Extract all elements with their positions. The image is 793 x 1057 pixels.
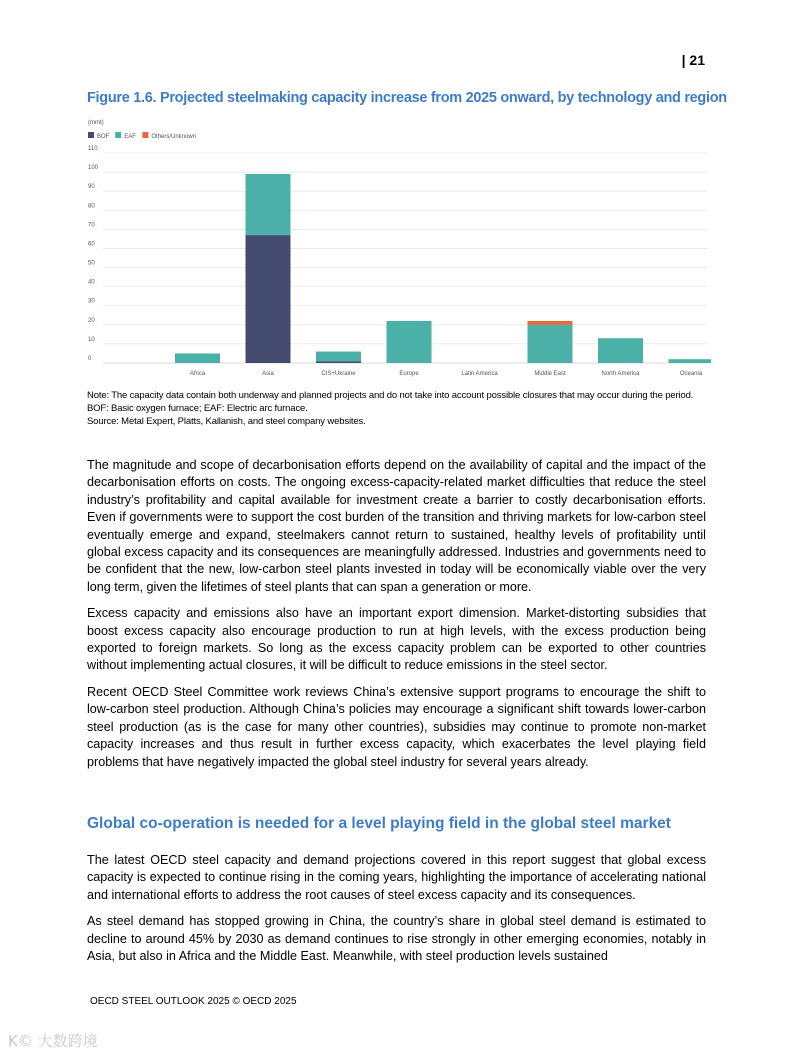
figure-title: Figure 1.6. Projected steelmaking capacity increase from 2025 onward, by technology and region [87,90,727,106]
y-tick-label-4: 40 [88,279,95,286]
legend-label-2: Others/Unknown [151,134,197,140]
legend-swatch-1 [115,132,121,138]
page-number: | 21 [681,52,705,68]
y-tick-label-7: 70 [88,222,95,229]
note-text: Note: The capacity data contain both underway and planned projects and do not take into account possible closures that may occur during the period. BOF: Basic oxygen furnace; EAF: Electric arc furnace. [87,390,694,414]
y-tick-label-5: 50 [88,260,95,267]
y-tick-label-9: 90 [88,184,95,191]
x-tick-label-3: Europe [399,371,419,377]
stacked-bar-chart [86,114,711,380]
y-tick-label-8: 80 [88,203,95,210]
bar-cis-ukraine-eaf [316,352,361,362]
x-tick-label-4: Latin America [461,371,498,377]
y-tick-label-0: 0 [88,356,92,362]
y-tick-label-1: 10 [88,336,95,343]
section-paragraph-1: The latest OECD steel capacity and demand projections covered in this report suggest that global excess capacity is expected to continue rising in the coming years, highlighting the importance of accelerating national and international efforts to address the root causes of steel excess capacity and its consequences. [87,853,706,902]
section-body [87,852,706,974]
x-tick-label-0: Africa [189,371,206,377]
bar-asia-eaf [246,174,291,235]
y-tick-label-10: 100 [88,165,99,172]
body-text [87,457,706,780]
watermark-logo: K© 大数跨境 [8,1032,98,1050]
y-tick-label-11: 110 [88,146,98,152]
bar-middle-east-others-unknown [528,321,573,325]
paragraph-2: Excess capacity and emissions also have an important export dimension. Market-distorting subsidies that boost excess capacity also encourage production to run at high levels, with the excess production being exported to foreign markets. So long as the excess capacity problem can be exported to other countries without implementing actual closures, it will be difficult to reduce emissions in the steel sector. [87,606,706,673]
x-tick-label-6: North America [601,371,640,377]
x-tick-label-1: Asia [262,371,274,377]
bar-cis-ukraine-bof [316,361,361,363]
y-tick-label-2: 20 [88,317,95,324]
bar-africa-eaf [175,353,220,363]
bar-europe-eaf [387,321,432,363]
paragraph-3: Recent OECD Steel Committee work reviews China’s extensive support programs to encourage the shift to low-carbon steel production. Although China’s policies may encourage a significant shift towards lower-carbon steel production (as is the case for many other countries), subsidies may continue to promote non-market capacity increases and thus result in further excess capacity, which exacerbates the level playing field problems that have negatively impacted the global steel industry for several years already. [87,684,706,769]
bar-oceania-eaf [669,359,712,363]
footer: OECD STEEL OUTLOOK 2025 © OECD 2025 [90,996,297,1007]
x-tick-label-2: CIS+Ukraine [321,371,356,377]
legend-label-0: BOF [97,134,110,140]
y-tick-label-3: 30 [88,298,95,305]
figure-note [87,389,707,428]
legend-label-1: EAF [124,134,136,140]
bar-middle-east-eaf [528,325,573,363]
x-tick-label-5: Middle East [534,371,566,377]
x-tick-label-7: Oceania [679,371,703,377]
section-paragraph-2: As steel demand has stopped growing in China, the country’s share in global steel demand is estimated to decline to around 45% by 2030 as demand continues to rise strongly in other emerging economies, notably in Asia, but also in Africa and the Middle East. Meanwhile, with steel production levels sustained [87,914,706,964]
y-unit-label: (mmt) [88,120,104,126]
legend-swatch-0 [88,132,94,138]
section-heading: Global co-operation is needed for a level playing field in the global steel market [87,815,671,832]
bar-asia-bof [246,235,291,363]
y-tick-label-6: 60 [88,241,95,248]
source-text: Source: Metal Expert, Platts, Kallanish, and steel company websites. [87,416,366,427]
bar-north-america-eaf [598,338,643,363]
paragraph-1: The magnitude and scope of decarbonisation efforts depend on the availability of capital and the impact of the decarbonisation efforts on costs. The ongoing excess-capacity-related market difficulties that reduce the steel industry’s profitability and capital available for investment create a barrier to costly decarbonisation efforts. Even if governments were to support the cost burden of the transition and thriving markets for low-carbon steel eventually emerge and expand, steelmakers cannot return to sustained, healthy levels of profitability until global excess capacity and its consequences are meaningfully addressed. Industries and governments need to be confident that the new, low-carbon steel plants invested in today will be economically viable over the very long term, given the lifetimes of steel plants that can span a generation or more. [87,458,706,594]
legend-swatch-2 [142,132,148,138]
